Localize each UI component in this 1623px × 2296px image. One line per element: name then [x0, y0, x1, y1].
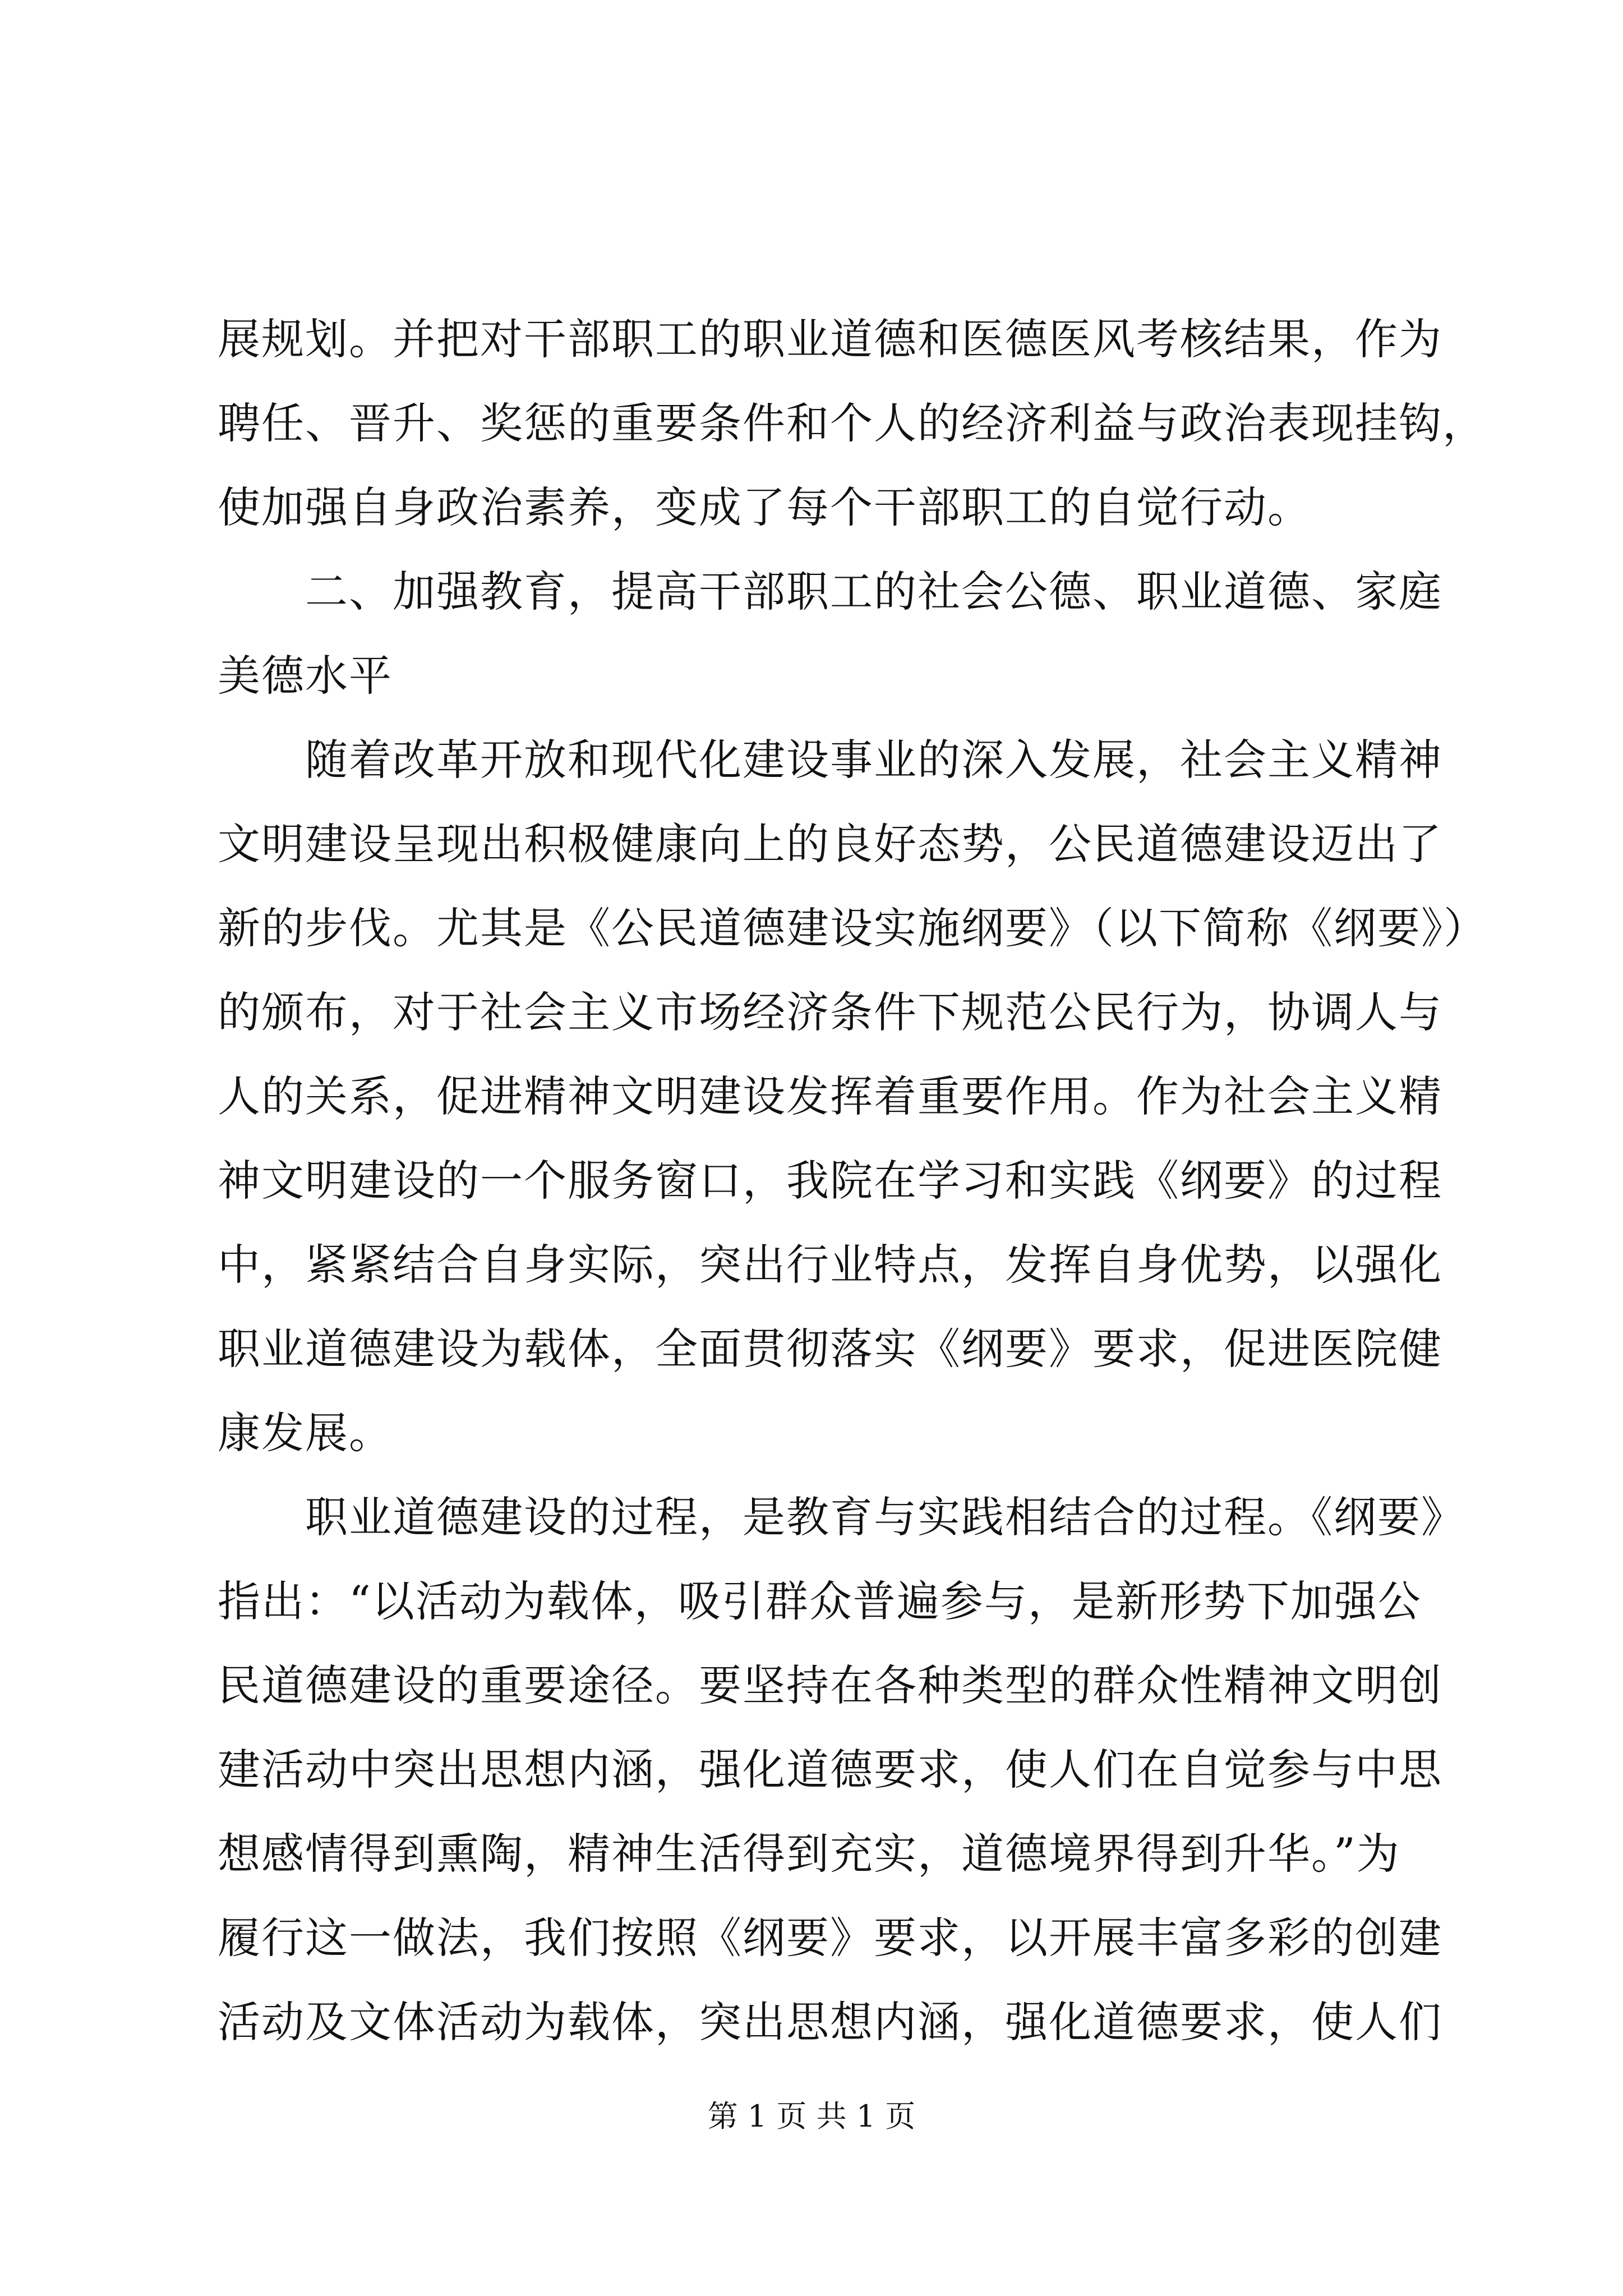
text-line: 新的步伐。尤其是《公民道德建设实施纲要》（以下简称《纲要》） [218, 903, 1487, 953]
text-line: 聘任、晋升、奖惩的重要条件和个人的经济利益与政治表现挂钩， [218, 398, 1486, 448]
text-line: 随着改革开放和现代化建设事业的深入发展，社会主义精神 [218, 735, 1442, 785]
section-heading-line: 美德水平 [218, 651, 393, 701]
text-line: 的颁布，对于社会主义市场经济条件下规范公民行为，协调人与 [218, 987, 1442, 1037]
text-line: 展规划。并把对干部职工的职业道德和医德医风考核结果，作为 [218, 314, 1442, 364]
text-line: 建活动中突出思想内涵，强化道德要求，使人们在自觉参与中思 [218, 1745, 1442, 1795]
text-line: 神文明建设的一个服务窗口，我院在学习和实践《纲要》的过程 [218, 1156, 1442, 1205]
page-number-label: 第 1 页 共 1 页 [707, 2099, 916, 2134]
text-line: 康发展。 [218, 1408, 393, 1458]
text-line: 中，紧紧结合自身实际，突出行业特点，发挥自身优势，以强化 [218, 1240, 1442, 1290]
text-line: 职业道德建设为载体，全面贯彻落实《纲要》要求，促进医院健 [218, 1324, 1442, 1374]
section-heading-line: 二、加强教育，提高干部职工的社会公德、职业道德、家庭 [218, 567, 1442, 616]
text-line: 人的关系，促进精神文明建设发挥着重要作用。作为社会主义精 [218, 1071, 1442, 1121]
text-line: 使加强自身政治素养，变成了每个干部职工的自觉行动。 [218, 482, 1311, 532]
text-line: 职业道德建设的过程，是教育与实践相结合的过程。《纲要》 [218, 1492, 1465, 1542]
text-line: 文明建设呈现出积极健康向上的良好态势，公民道德建设迈出了 [218, 819, 1442, 869]
text-line: 想感情得到熏陶，精神生活得到充实，道德境界得到升华。”为 [218, 1829, 1400, 1879]
text-line: 民道德建设的重要途径。要坚持在各种类型的群众性精神文明创 [218, 1660, 1442, 1710]
document-body [218, 297, 1487, 2064]
text-line: 指出：“以活动为载体，吸引群众普遍参与，是新形势下加强公 [218, 1576, 1422, 1626]
text-line: 履行这一做法，我们按照《纲要》要求，以开展丰富多彩的创建 [218, 1913, 1442, 1963]
page-footer [0, 2097, 1623, 2136]
text-line: 活动及文体活动为载体，突出思想内涵，强化道德要求，使人们 [218, 1997, 1442, 2047]
